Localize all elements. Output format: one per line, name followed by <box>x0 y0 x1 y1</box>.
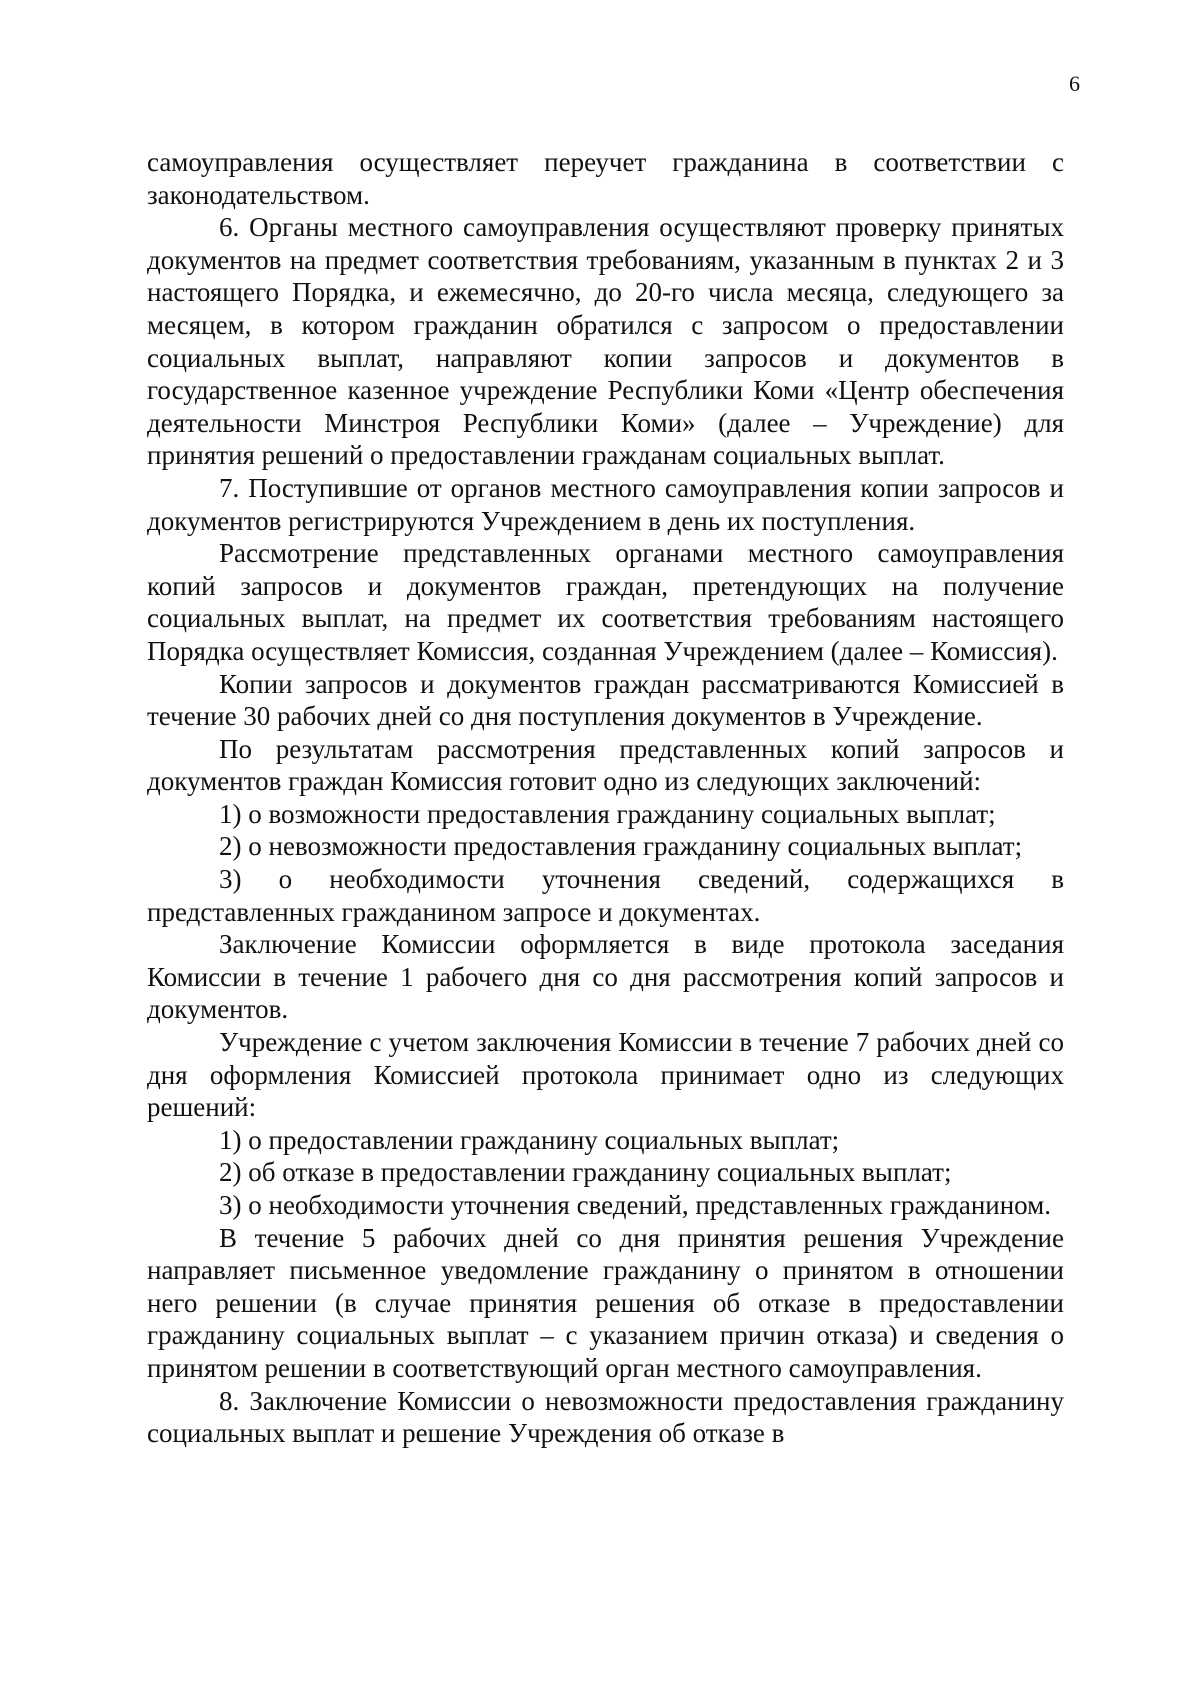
paragraph-continuation: самоуправления осуществляет переучет гражданина в соответствии с законодательством. <box>147 147 1064 210</box>
paragraph-decisions-intro: Учреждение с учетом заключения Комиссии в течение 7 рабочих дней со дня оформления Комиссией протокола принимает одно из следующих решений: <box>147 1027 1064 1123</box>
paragraph-review-term: Копии запросов и документов граждан рассматриваются Комиссией в течение 30 рабочих дней со дня поступления документов в Учреждение. <box>147 668 1064 732</box>
paragraph-commission-review: Рассмотрение представленных органами местного самоуправления копий запросов и документов граждан, претендующих на получение социальных выплат, на предмет их соответствия требованиям настоящего Порядка осуществляет Комиссия, созданная Учреждением (далее – Комиссия). <box>147 538 1064 666</box>
page-number: 6 <box>1069 71 1080 96</box>
list-item-conclusion-3: 3) о необходимости уточнения сведений, содержащихся в представленных гражданином запросе и документах. <box>147 864 1064 927</box>
paragraph-item-6: 6. Органы местного самоуправления осуществляют проверку принятых документов на предмет соответствия требованиям, указанным в пунктах 2 и 3 настоящего Порядка, и ежемесячно, до 20-го числа месяца, следующего за месяцем, в котором гражданин обратился с запросом о предоставлении социальных выплат, направляют копии запросов и документов в государственное казенное учреждение Республики Коми «Центр обеспечения деятельности Минстроя Республики Коми» (далее – Учреждение) для принятия решений о предоставлении гражданам социальных выплат. <box>147 212 1064 471</box>
paragraph-item-7: 7. Поступившие от органов местного самоуправления копии запросов и документов регистрируются Учреждением в день их поступления. <box>147 472 1064 536</box>
paragraph-protocol: Заключение Комиссии оформляется в виде протокола заседания Комиссии в течение 1 рабочего дня со дня рассмотрения копий запросов и документов. <box>147 929 1064 1025</box>
list-item-conclusion-2: 2) о невозможности предоставления гражданину социальных выплат; <box>219 831 1023 862</box>
list-item-conclusion-1: 1) о возможности предоставления гражданину социальных выплат; <box>219 798 996 829</box>
list-item-decision-2: 2) об отказе в предоставлении гражданину социальных выплат; <box>219 1157 952 1188</box>
paragraph-item-8: 8. Заключение Комиссии о невозможности предоставления гражданину социальных выплат и решение Учреждения об отказе в <box>147 1385 1064 1449</box>
list-item-decision-3: 3) о необходимости уточнения сведений, представленных гражданином. <box>219 1190 1052 1220</box>
document-body <box>147 146 1064 1450</box>
paragraph-conclusions-intro: По результатам рассмотрения представленных копий запросов и документов граждан Комиссия готовит одно из следующих заключений: <box>147 733 1064 797</box>
paragraph-notification: В течение 5 рабочих дней со дня принятия решения Учреждение направляет письменное уведомление гражданину о принятом в отношении него решении (в случае принятия решения об отказе в предоставлении гражданину социальных выплат – с указанием причин отказа) и сведения о принятом решении в соответствующий орган местного самоуправления. <box>147 1222 1064 1383</box>
list-item-decision-1: 1) о предоставлении гражданину социальных выплат; <box>219 1124 840 1155</box>
